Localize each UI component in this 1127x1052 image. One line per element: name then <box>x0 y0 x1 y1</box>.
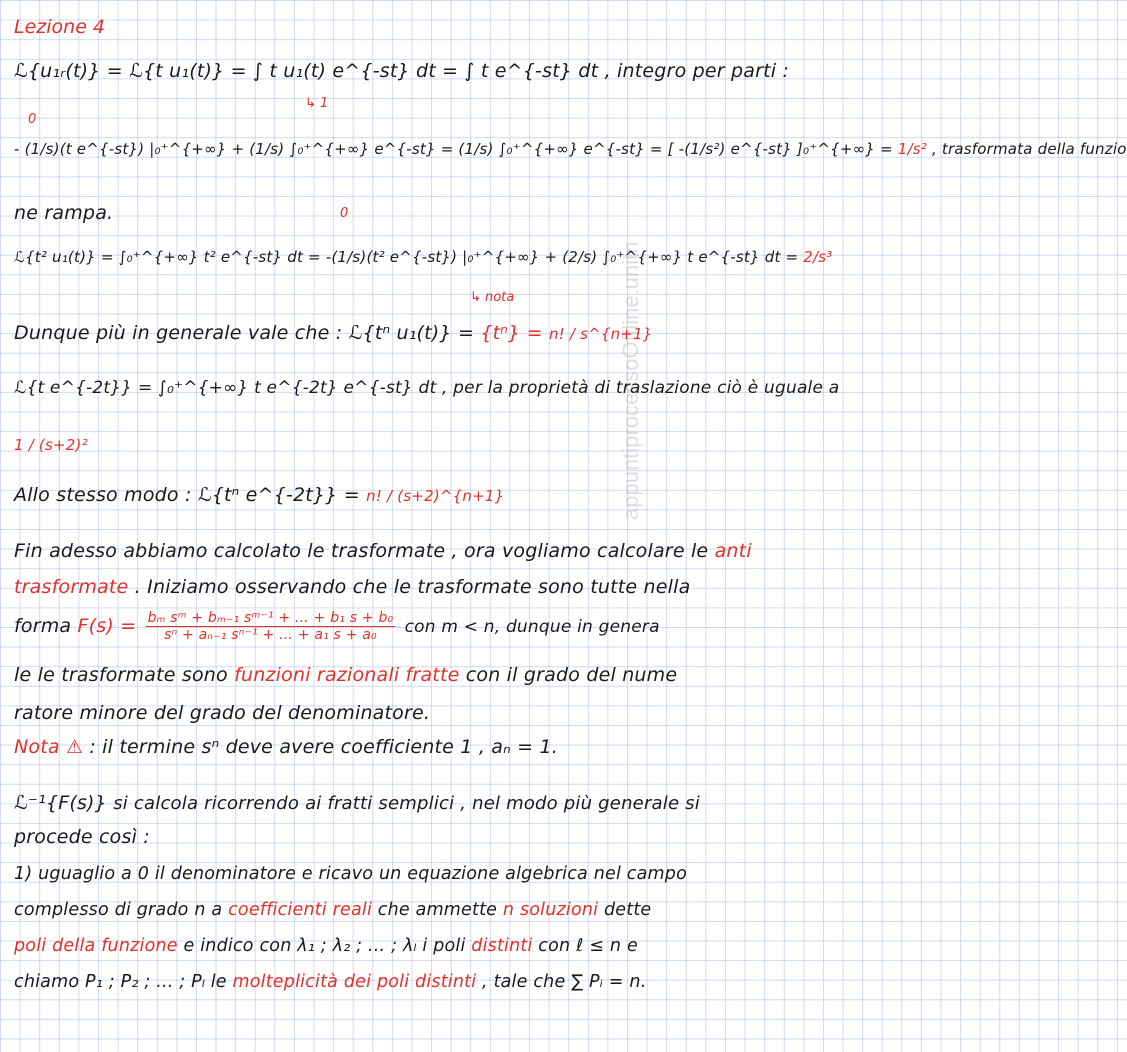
line-1 <box>14 60 789 82</box>
para-2-text-a: si calcola ricorrendo ai fratti semplici , nel modo più generale si <box>113 793 700 814</box>
step-1-text-b: che ammette <box>377 900 498 920</box>
condition-text: con m < n, dunque in genera <box>404 617 660 637</box>
pole-multiplicity: molteplicità dei poli distinti <box>232 972 477 992</box>
note-arrow-1: ↳ 1 <box>305 96 329 111</box>
inverse-laplace: ℒ⁻¹{F(s)} <box>14 792 107 814</box>
rational-functions: funzioni razionali fratte <box>234 664 460 686</box>
laplace-tn: ℒ{tⁿ u₁(t)} = <box>348 322 475 344</box>
para-1-text-c: le le trasformate sono <box>14 664 228 686</box>
anti-word: anti <box>714 540 752 562</box>
para-2-line-1 <box>14 792 700 814</box>
zero-mark-1: 0 <box>28 112 37 127</box>
function-poles: poli della funzione <box>14 936 178 956</box>
para-1-line-4 <box>14 664 677 686</box>
para-1-line-2 <box>14 576 691 598</box>
n-solutions: n soluzioni <box>502 900 599 920</box>
para-1-line-3 <box>14 610 660 643</box>
result-1-over-s2: 1/s² <box>897 140 927 158</box>
result-1-over-s2-squared: 1 / (s+2)² <box>14 436 88 454</box>
line-2-text: , trasformata della funzio <box>931 140 1127 158</box>
para-1-text-b: . Iniziamo osservando che le trasformate sono tutte nella <box>134 576 691 598</box>
line-5 <box>14 322 653 344</box>
step-1-text-g: , tale che ∑ Pᵢ = n. <box>482 972 647 992</box>
nota-line <box>14 736 558 758</box>
step-1-line-4 <box>14 972 646 992</box>
line-5-text: Dunque più in generale vale che : <box>14 322 343 344</box>
laplace-te2t: ℒ{t e^{-2t}} = ∫₀⁺^{+∞} t e^{-2t} e^{-st} dt <box>14 378 437 398</box>
fraction-denominator: sⁿ + aₙ₋₁ sⁿ⁻¹ + ... + a₁ s + a₀ <box>164 627 377 643</box>
zero-mark-2: 0 <box>340 206 349 221</box>
nota-text: : il termine sⁿ deve avere coefficiente 1 , aₙ = 1. <box>89 736 559 758</box>
step-1-line-1: 1) uguaglio a 0 il denominatore e ricavo un equazione algebrica nel campo <box>14 864 687 884</box>
watermark: appuntiprocessoOffline.unitn <box>618 241 643 520</box>
step-1-line-2 <box>14 900 651 920</box>
integration-by-parts: - (1/s)(t e^{-st}) |₀⁺^{+∞} + (1/s) ∫₀⁺^{+∞} e^{-st} = (1/s) ∫₀⁺^{+∞} e^{-st} = [ -(1/s²) e^{-st} ]₀⁺^{+∞} = <box>14 140 893 158</box>
step-1-text-c: dette <box>604 900 652 920</box>
step-1-line-3 <box>14 936 638 956</box>
fraction-numerator: bₘ sᵐ + bₘ₋₁ sᵐ⁻¹ + ... + b₁ s + b₀ <box>147 610 394 626</box>
tn-red: {tⁿ} = <box>480 322 543 344</box>
trasformate-word: trasformate <box>14 576 129 598</box>
nota-label: Nota ⚠ <box>14 736 84 758</box>
page-title: Lezione 4 <box>14 16 106 38</box>
real-coefficients: coefficienti reali <box>228 900 373 920</box>
para-2-line-2: procede così : <box>14 826 150 848</box>
step-1-text-f: chiamo P₁ ; P₂ ; ... ; Pₗ le <box>14 972 227 992</box>
laplace-tu1-integral: ℒ{u₁ᵣ(t)} = ℒ{t u₁(t)} = ∫ t u₁(t) e^{-st} dt = ∫ t e^{-st} dt <box>14 60 599 82</box>
line-6-text: , per la proprietà di traslazione ciò è uguale a <box>441 378 840 398</box>
step-1-text-e: con ℓ ≤ n e <box>538 936 638 956</box>
para-1-text-a: Fin adesso abbiamo calcolato le trasformate , ora vogliamo calcolare le <box>14 540 709 562</box>
distinct-word: distinti <box>471 936 533 956</box>
line-6 <box>14 378 839 398</box>
step-1-text-a: complesso di grado n a <box>14 900 223 920</box>
laplace-tn-e2t: ℒ{tⁿ e^{-2t}} = <box>197 484 360 506</box>
para-1-line-1 <box>14 540 752 562</box>
line-4 <box>14 248 832 266</box>
line-3: ne rampa. <box>14 202 114 224</box>
result-n-factorial-shift: n! / (s+2)^{n+1} <box>366 487 505 505</box>
step-1-text-d: e indico con λ₁ ; λ₂ ; ... ; λₗ i poli <box>183 936 466 956</box>
laplace-t2u1: ℒ{t² u₁(t)} = ∫₀⁺^{+∞} t² e^{-st} dt = -(1/s)(t² e^{-st}) |₀⁺^{+∞} + (2/s) ∫₀⁺^{+∞} t e^{-st} dt = <box>14 248 799 266</box>
para-1-text-d: con il grado del nume <box>465 664 678 686</box>
line-7-text: Allo stesso modo : <box>14 484 192 506</box>
result-2-over-s3: 2/s³ <box>803 248 833 266</box>
line-1-text: , integro per parti : <box>604 60 790 82</box>
forma-word: forma <box>14 615 72 637</box>
note-arrow-2: ↳ nota <box>470 290 515 305</box>
para-1-line-5: ratore minore del grado del denominatore. <box>14 702 431 724</box>
line-2 <box>14 140 1127 158</box>
F-of-s: F(s) = <box>77 615 137 637</box>
line-7 <box>14 484 504 506</box>
result-n-factorial: n! / s^{n+1} <box>548 325 653 343</box>
rational-fraction <box>146 610 396 643</box>
